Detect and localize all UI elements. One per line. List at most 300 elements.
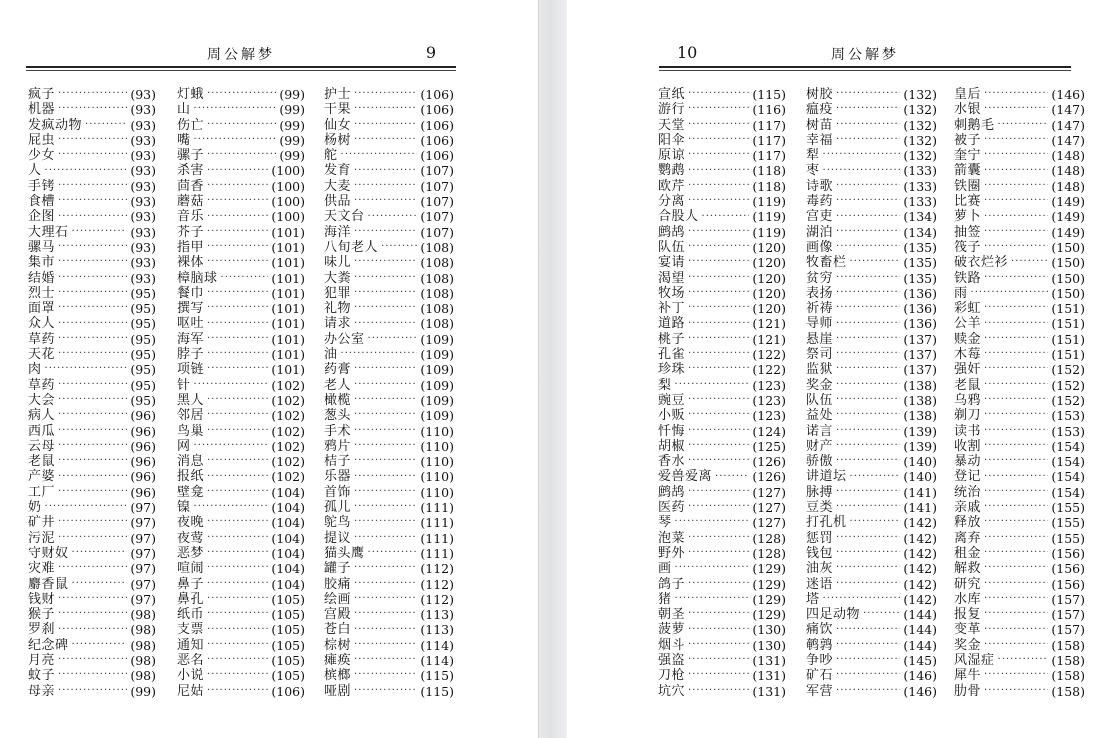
leader-dots bbox=[354, 102, 417, 117]
index-entry bbox=[954, 347, 1085, 362]
index-entry bbox=[806, 347, 937, 362]
index-entry bbox=[177, 424, 305, 439]
entry-page-ref: (120) bbox=[752, 285, 786, 301]
entry-page-ref: (114) bbox=[420, 637, 454, 653]
entry-term: 祭司 bbox=[806, 347, 834, 363]
leader-dots bbox=[58, 485, 127, 500]
index-entry bbox=[177, 255, 305, 270]
entry-term: 树苗 bbox=[806, 117, 834, 133]
entry-term: 香水 bbox=[658, 454, 686, 470]
entry-page-ref: (100) bbox=[271, 209, 305, 225]
entry-term: 迷语 bbox=[806, 576, 834, 592]
entry-page-ref: (150) bbox=[1051, 270, 1085, 286]
index-entry bbox=[28, 163, 156, 178]
leader-dots bbox=[984, 561, 1048, 576]
index-entry bbox=[806, 378, 937, 393]
leader-dots bbox=[58, 210, 127, 225]
entry-page-ref: (136) bbox=[903, 285, 937, 301]
entry-page-ref: (141) bbox=[903, 500, 937, 516]
index-entry bbox=[28, 133, 156, 148]
index-entry bbox=[658, 531, 786, 546]
leader-dots bbox=[207, 286, 268, 301]
entry-term: 集市 bbox=[28, 255, 56, 271]
index-entry bbox=[177, 102, 305, 117]
entry-page-ref: (137) bbox=[903, 347, 937, 363]
entry-term: 餐巾 bbox=[177, 285, 205, 301]
entry-page-ref: (151) bbox=[1051, 347, 1085, 363]
entry-term: 诺言 bbox=[806, 423, 834, 439]
entry-page-ref: (104) bbox=[271, 515, 305, 531]
index-entry bbox=[324, 240, 454, 255]
leader-dots bbox=[836, 347, 900, 362]
leader-dots bbox=[675, 378, 750, 393]
entry-term: 水银 bbox=[954, 102, 982, 118]
entry-page-ref: (120) bbox=[752, 255, 786, 271]
entry-term: 麝香鼠 bbox=[28, 576, 69, 592]
entry-page-ref: (101) bbox=[271, 270, 305, 286]
entry-term: 镍 bbox=[177, 500, 191, 516]
index-entry bbox=[954, 546, 1085, 561]
entry-term: 补丁 bbox=[658, 301, 686, 317]
index-entry bbox=[806, 469, 937, 484]
entry-term: 味儿 bbox=[324, 255, 352, 271]
leader-dots bbox=[58, 271, 127, 286]
entry-page-ref: (123) bbox=[752, 408, 786, 424]
entry-page-ref: (99) bbox=[279, 148, 305, 164]
entry-term: 伤亡 bbox=[177, 117, 205, 133]
entry-term: 鸟巢 bbox=[177, 423, 205, 439]
entry-term: 喧闹 bbox=[177, 561, 205, 577]
leader-dots bbox=[836, 210, 900, 225]
index-entry bbox=[658, 179, 786, 194]
entry-page-ref: (96) bbox=[130, 469, 156, 485]
leader-dots bbox=[984, 668, 1048, 683]
entry-term: 企图 bbox=[28, 209, 56, 225]
entry-term: 宫殿 bbox=[324, 607, 352, 623]
entry-term: 山 bbox=[177, 102, 191, 118]
entry-page-ref: (141) bbox=[903, 484, 937, 500]
leader-dots bbox=[836, 362, 900, 377]
index-entry bbox=[324, 271, 454, 286]
leader-dots bbox=[354, 515, 417, 530]
leader-dots bbox=[984, 623, 1048, 638]
leader-dots bbox=[688, 638, 749, 653]
entry-term: 瘟疫 bbox=[806, 102, 834, 118]
entry-term: 孤儿 bbox=[324, 500, 352, 516]
leader-dots bbox=[688, 500, 749, 515]
entry-term: 骡子 bbox=[177, 148, 205, 164]
leader-dots bbox=[207, 515, 268, 530]
index-entry bbox=[177, 378, 305, 393]
index-entry bbox=[954, 424, 1085, 439]
entry-term: 罐子 bbox=[324, 561, 352, 577]
entry-page-ref: (132) bbox=[903, 117, 937, 133]
entry-page-ref: (102) bbox=[271, 454, 305, 470]
entry-page-ref: (135) bbox=[903, 270, 937, 286]
page-header bbox=[659, 44, 1071, 68]
leader-dots bbox=[354, 164, 417, 179]
leader-dots bbox=[207, 301, 268, 316]
index-entry bbox=[177, 561, 305, 576]
leader-dots bbox=[207, 317, 268, 332]
index-entry bbox=[954, 148, 1085, 163]
index-entry bbox=[324, 332, 454, 347]
leader-dots bbox=[207, 424, 268, 439]
entry-term: 人 bbox=[28, 163, 42, 179]
entry-page-ref: (129) bbox=[752, 576, 786, 592]
index-entry bbox=[658, 163, 786, 178]
entry-term: 骄傲 bbox=[806, 454, 834, 470]
index-entry bbox=[324, 439, 454, 454]
index-entry bbox=[954, 286, 1085, 301]
entry-page-ref: (93) bbox=[130, 132, 156, 148]
index-entry bbox=[658, 561, 786, 576]
entry-term: 嘴 bbox=[177, 132, 191, 148]
entry-page-ref: (150) bbox=[1051, 285, 1085, 301]
entry-term: 脖子 bbox=[177, 347, 205, 363]
index-entry bbox=[177, 577, 305, 592]
entry-page-ref: (108) bbox=[420, 285, 454, 301]
entry-page-ref: (93) bbox=[130, 255, 156, 271]
entry-page-ref: (108) bbox=[420, 270, 454, 286]
leader-dots bbox=[836, 240, 900, 255]
entry-page-ref: (106) bbox=[420, 87, 454, 102]
entry-page-ref: (109) bbox=[420, 362, 454, 378]
leader-dots bbox=[688, 133, 749, 148]
leader-dots bbox=[207, 194, 268, 209]
index-entry bbox=[954, 454, 1085, 469]
leader-dots bbox=[688, 623, 749, 638]
leader-dots bbox=[58, 592, 127, 607]
entry-page-ref: (154) bbox=[1051, 454, 1085, 470]
entry-term: 哑剧 bbox=[324, 683, 352, 699]
index-entry bbox=[658, 118, 786, 133]
index-entry bbox=[28, 301, 156, 316]
index-entry bbox=[806, 255, 937, 270]
entry-page-ref: (107) bbox=[420, 194, 454, 210]
entry-page-ref: (101) bbox=[271, 316, 305, 332]
entry-page-ref: (110) bbox=[420, 484, 454, 500]
leader-dots bbox=[836, 500, 900, 515]
index-entry bbox=[177, 500, 305, 515]
index-entry bbox=[806, 577, 937, 592]
index-entry bbox=[658, 225, 786, 240]
entry-term: 幸福 bbox=[806, 132, 834, 148]
index-entry bbox=[954, 607, 1085, 622]
index-entry bbox=[658, 577, 786, 592]
entry-page-ref: (118) bbox=[752, 163, 786, 179]
entry-page-ref: (105) bbox=[271, 668, 305, 684]
entry-term: 租金 bbox=[954, 545, 982, 561]
index-entry bbox=[177, 316, 305, 331]
entry-term: 油灰 bbox=[806, 561, 834, 577]
index-entry bbox=[954, 163, 1085, 178]
index-entry bbox=[177, 393, 305, 408]
leader-dots bbox=[688, 408, 749, 423]
entry-page-ref: (95) bbox=[130, 285, 156, 301]
leader-dots bbox=[688, 225, 749, 240]
entry-page-ref: (99) bbox=[130, 683, 156, 699]
entry-page-ref: (111) bbox=[420, 515, 454, 531]
index-entry bbox=[806, 102, 937, 117]
index-entry bbox=[658, 469, 786, 484]
entry-page-ref: (136) bbox=[903, 316, 937, 332]
leader-dots bbox=[984, 638, 1048, 653]
entry-term: 面罩 bbox=[28, 301, 56, 317]
index-entry bbox=[324, 424, 454, 439]
entry-page-ref: (107) bbox=[420, 224, 454, 240]
entry-page-ref: (122) bbox=[752, 362, 786, 378]
leader-dots bbox=[354, 638, 417, 653]
entry-page-ref: (100) bbox=[271, 178, 305, 194]
entry-page-ref: (119) bbox=[752, 194, 786, 210]
index-entry bbox=[324, 592, 454, 607]
entry-term: 奖金 bbox=[806, 377, 834, 393]
leader-dots bbox=[341, 148, 418, 163]
leader-dots bbox=[688, 393, 749, 408]
entry-page-ref: (152) bbox=[1051, 392, 1085, 408]
entry-page-ref: (110) bbox=[420, 423, 454, 439]
entry-term: 野外 bbox=[658, 545, 686, 561]
index-entry bbox=[177, 408, 305, 423]
leader-dots bbox=[984, 332, 1048, 347]
entry-term: 猫头鹰 bbox=[324, 545, 365, 561]
entry-page-ref: (152) bbox=[1051, 362, 1085, 378]
entry-page-ref: (99) bbox=[279, 87, 305, 102]
leader-dots bbox=[702, 210, 750, 225]
index-column bbox=[28, 87, 156, 699]
entry-term: 杀害 bbox=[177, 163, 205, 179]
entry-term: 护士 bbox=[324, 87, 352, 102]
leader-dots bbox=[984, 546, 1048, 561]
entry-term: 矿井 bbox=[28, 515, 56, 531]
index-entry bbox=[658, 102, 786, 117]
entry-term: 众人 bbox=[28, 316, 56, 332]
index-entry bbox=[954, 500, 1085, 515]
index-entry bbox=[324, 577, 454, 592]
entry-term: 海洋 bbox=[324, 224, 352, 240]
index-entry bbox=[177, 133, 305, 148]
index-entry bbox=[954, 653, 1085, 668]
entry-term: 母亲 bbox=[28, 683, 56, 699]
entry-page-ref: (101) bbox=[271, 331, 305, 347]
entry-term: 登记 bbox=[954, 469, 982, 485]
entry-term: 发疯动物 bbox=[28, 117, 83, 133]
entry-page-ref: (109) bbox=[420, 392, 454, 408]
entry-page-ref: (142) bbox=[903, 561, 937, 577]
entry-page-ref: (109) bbox=[420, 347, 454, 363]
leader-dots bbox=[58, 393, 127, 408]
leader-dots bbox=[354, 623, 417, 638]
entry-page-ref: (158) bbox=[1051, 668, 1085, 684]
leader-dots bbox=[688, 607, 749, 622]
entry-page-ref: (93) bbox=[130, 239, 156, 255]
leader-dots bbox=[207, 240, 268, 255]
leader-dots bbox=[354, 561, 417, 576]
leader-dots bbox=[836, 332, 900, 347]
entry-term: 办公室 bbox=[324, 331, 365, 347]
entry-page-ref: (100) bbox=[271, 163, 305, 179]
index-entry bbox=[177, 546, 305, 561]
leader-dots bbox=[688, 577, 749, 592]
entry-page-ref: (104) bbox=[271, 500, 305, 516]
entry-page-ref: (142) bbox=[903, 576, 937, 592]
index-entry bbox=[177, 439, 305, 454]
entry-term: 肋骨 bbox=[954, 683, 982, 699]
index-entry bbox=[954, 531, 1085, 546]
entry-page-ref: (95) bbox=[130, 392, 156, 408]
entry-page-ref: (157) bbox=[1051, 607, 1085, 623]
leader-dots bbox=[836, 439, 900, 454]
leader-dots bbox=[984, 194, 1048, 209]
entry-page-ref: (133) bbox=[903, 178, 937, 194]
entry-term: 消息 bbox=[177, 454, 205, 470]
index-entry bbox=[806, 163, 937, 178]
entry-page-ref: (146) bbox=[903, 668, 937, 684]
entry-term: 泡菜 bbox=[658, 530, 686, 546]
entry-term: 筏子 bbox=[954, 239, 982, 255]
index-entry bbox=[658, 622, 786, 637]
entry-page-ref: (101) bbox=[271, 224, 305, 240]
entry-term: 夜晚 bbox=[177, 515, 205, 531]
entry-page-ref: (97) bbox=[130, 500, 156, 516]
entry-term: 小贩 bbox=[658, 408, 686, 424]
entry-page-ref: (149) bbox=[1051, 209, 1085, 225]
entry-term: 祈祷 bbox=[806, 301, 834, 317]
entry-page-ref: (98) bbox=[130, 637, 156, 653]
entry-term: 犁 bbox=[806, 148, 820, 164]
index-entry bbox=[177, 607, 305, 622]
entry-term: 八旬老人 bbox=[324, 239, 379, 255]
leader-dots bbox=[836, 87, 900, 102]
index-entry bbox=[177, 668, 305, 683]
leader-dots bbox=[207, 607, 268, 622]
leader-dots bbox=[354, 87, 417, 102]
leader-dots bbox=[207, 225, 268, 240]
entry-page-ref: (121) bbox=[752, 316, 786, 332]
index-entry bbox=[954, 255, 1085, 270]
leader-dots bbox=[221, 271, 269, 286]
entry-term: 大麦 bbox=[324, 178, 352, 194]
entry-term: 杨树 bbox=[324, 132, 352, 148]
index-entry bbox=[954, 469, 1085, 484]
index-entry bbox=[177, 163, 305, 178]
leader-dots bbox=[675, 561, 750, 576]
index-entry bbox=[324, 87, 454, 102]
entry-term: 刺鹅毛 bbox=[954, 117, 995, 133]
index-entry bbox=[324, 485, 454, 500]
entry-term: 鼻孔 bbox=[177, 591, 205, 607]
leader-dots bbox=[688, 255, 749, 270]
entry-term: 针 bbox=[177, 377, 191, 393]
index-entry bbox=[806, 546, 937, 561]
index-entry bbox=[324, 393, 454, 408]
index-entry bbox=[177, 684, 305, 699]
leader-dots bbox=[58, 684, 127, 699]
entry-page-ref: (142) bbox=[903, 591, 937, 607]
index-entry bbox=[28, 393, 156, 408]
index-entry bbox=[324, 653, 454, 668]
entry-page-ref: (142) bbox=[903, 530, 937, 546]
entry-page-ref: (101) bbox=[271, 347, 305, 363]
entry-term: 破衣烂衫 bbox=[954, 255, 1009, 271]
leader-dots bbox=[207, 87, 276, 102]
entry-page-ref: (115) bbox=[752, 87, 786, 102]
index-entry bbox=[954, 485, 1085, 500]
leader-dots bbox=[58, 240, 127, 255]
entry-term: 药膏 bbox=[324, 362, 352, 378]
entry-term: 宣纸 bbox=[658, 87, 686, 102]
entry-page-ref: (112) bbox=[420, 591, 454, 607]
entry-term: 研究 bbox=[954, 576, 982, 592]
leader-dots bbox=[58, 148, 127, 163]
leader-dots bbox=[836, 408, 900, 423]
leader-dots bbox=[354, 362, 417, 377]
entry-term: 胡椒 bbox=[658, 438, 686, 454]
entry-term: 黑人 bbox=[177, 392, 205, 408]
index-entry bbox=[177, 454, 305, 469]
leader-dots bbox=[45, 362, 128, 377]
index-entry bbox=[806, 362, 937, 377]
entry-page-ref: (101) bbox=[271, 239, 305, 255]
entry-page-ref: (133) bbox=[903, 194, 937, 210]
index-entry bbox=[28, 638, 156, 653]
entry-page-ref: (116) bbox=[752, 102, 786, 118]
entry-page-ref: (96) bbox=[130, 408, 156, 424]
leader-dots bbox=[688, 164, 749, 179]
leader-dots bbox=[207, 393, 268, 408]
index-entry bbox=[658, 500, 786, 515]
entry-page-ref: (153) bbox=[1051, 408, 1085, 424]
entry-term: 画像 bbox=[806, 239, 834, 255]
entry-term: 鸵鸟 bbox=[324, 515, 352, 531]
leader-dots bbox=[354, 118, 417, 133]
leader-dots bbox=[688, 194, 749, 209]
index-entry bbox=[28, 209, 156, 224]
page-gutter bbox=[538, 0, 568, 738]
entry-page-ref: (93) bbox=[130, 117, 156, 133]
entry-page-ref: (106) bbox=[420, 117, 454, 133]
index-entry bbox=[658, 668, 786, 683]
entry-page-ref: (137) bbox=[903, 331, 937, 347]
page-number: 9 bbox=[425, 43, 436, 62]
entry-term: 萝卜 bbox=[954, 209, 982, 225]
entry-page-ref: (104) bbox=[271, 530, 305, 546]
entry-page-ref: (109) bbox=[420, 377, 454, 393]
entry-term: 蚊子 bbox=[28, 668, 56, 684]
entry-term: 罗刹 bbox=[28, 622, 56, 638]
entry-page-ref: (98) bbox=[130, 668, 156, 684]
index-entry bbox=[28, 531, 156, 546]
entry-page-ref: (99) bbox=[279, 102, 305, 118]
index-entry bbox=[658, 240, 786, 255]
entry-term: 纪念碑 bbox=[28, 637, 69, 653]
index-entry bbox=[806, 209, 937, 224]
entry-term: 天文台 bbox=[324, 209, 365, 225]
entry-term: 鹧鸪 bbox=[658, 224, 686, 240]
leader-dots bbox=[58, 470, 127, 485]
entry-page-ref: (138) bbox=[903, 392, 937, 408]
leader-dots bbox=[207, 561, 268, 576]
entry-term: 报纸 bbox=[177, 469, 205, 485]
entry-page-ref: (96) bbox=[130, 423, 156, 439]
entry-term: 报复 bbox=[954, 607, 982, 623]
entry-term: 老鼠 bbox=[954, 377, 982, 393]
entry-page-ref: (96) bbox=[130, 438, 156, 454]
index-entry bbox=[28, 592, 156, 607]
entry-term: 收割 bbox=[954, 438, 982, 454]
leader-dots bbox=[688, 668, 749, 683]
